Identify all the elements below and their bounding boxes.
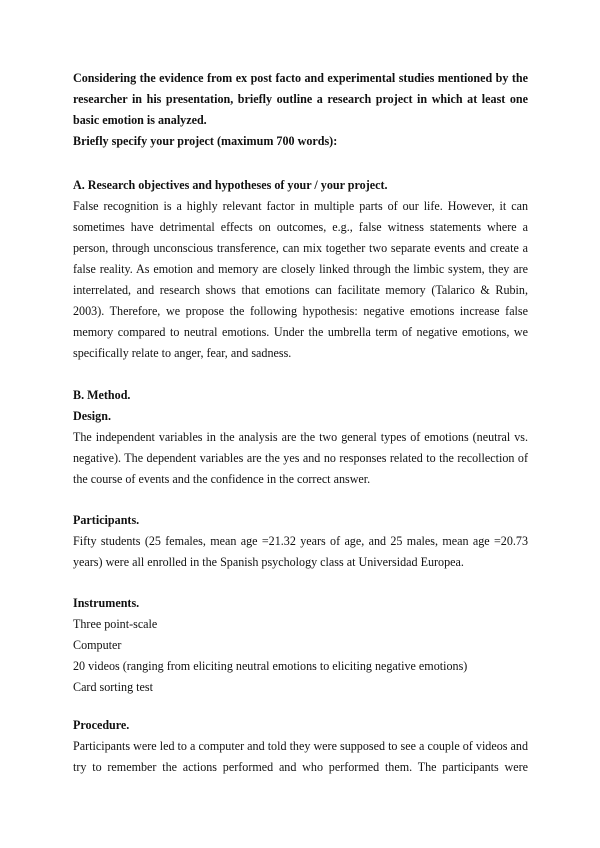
section-b-method <box>73 385 528 490</box>
instrument-item: Three point-scale <box>73 617 158 631</box>
procedure-heading: Procedure. <box>73 718 130 732</box>
prompt-line: basic emotion is analyzed. <box>73 113 207 127</box>
paragraph-line: The independent variables in the analysis are the two general types of emotions (neutral vs. <box>73 430 528 444</box>
paragraph-line: 2003). Therefore, we propose the following hypothesis: negative emotions increase false <box>73 304 528 318</box>
section-b-heading: B. Method. <box>73 388 131 402</box>
design-heading: Design. <box>73 409 111 423</box>
participants-section <box>73 510 528 573</box>
paragraph-line: sometimes have detrimental effects on outcomes, e.g., false witness statements where a <box>73 220 528 234</box>
instrument-item: Computer <box>73 638 122 652</box>
paragraph-line: person, through unconscious transference, can mix together two separate events and create a <box>73 241 528 255</box>
paragraph-line: negative). The dependent variables are the yes and no responses related to the recollection of <box>73 451 528 465</box>
paragraph-line: Fifty students (25 females, mean age =21.32 years of age, and 25 males, mean age =20.73 <box>73 534 528 548</box>
prompt-line: researcher in his presentation, briefly outline a research project in which at least one <box>73 92 528 106</box>
paragraph-line: interrelated, and research shows that emotions can facilitate memory (Talarico & Rubin, <box>73 283 528 297</box>
prompt-line: Considering the evidence from ex post facto and experimental studies mentioned by the <box>73 71 528 85</box>
paragraph-line: try to remember the actions performed and who performed them. The participants were <box>73 760 528 774</box>
prompt-instruction: Briefly specify your project (maximum 700 words): <box>73 134 338 148</box>
paragraph-line: memory compared to neutral emotions. Under the umbrella term of negative emotions, we <box>73 325 528 339</box>
section-a-heading: A. Research objectives and hypotheses of your / your project. <box>73 178 388 192</box>
paragraph-line: the course of events and the confidence in the correct answer. <box>73 472 371 486</box>
paragraph-line: years) were all enrolled in the Spanish psychology class at Universidad Europea. <box>73 555 464 569</box>
instrument-item: 20 videos (ranging from eliciting neutral emotions to eliciting negative emotions) <box>73 659 468 673</box>
procedure-section <box>73 715 528 778</box>
paragraph-line: false reality. As emotion and memory are closely linked through the limbic system, they are <box>73 262 528 276</box>
paragraph-line: False recognition is a highly relevant factor in multiple parts of our life. However, it can <box>73 199 528 213</box>
instruments-section <box>73 593 528 698</box>
participants-heading: Participants. <box>73 513 140 527</box>
prompt-question <box>73 68 528 152</box>
paragraph-line: Participants were led to a computer and told they were supposed to see a couple of videos and <box>73 739 528 753</box>
section-a <box>73 175 528 364</box>
paragraph-line: specifically relate to anger, fear, and sadness. <box>73 346 292 360</box>
instrument-item: Card sorting test <box>73 680 153 694</box>
instruments-heading: Instruments. <box>73 596 140 610</box>
